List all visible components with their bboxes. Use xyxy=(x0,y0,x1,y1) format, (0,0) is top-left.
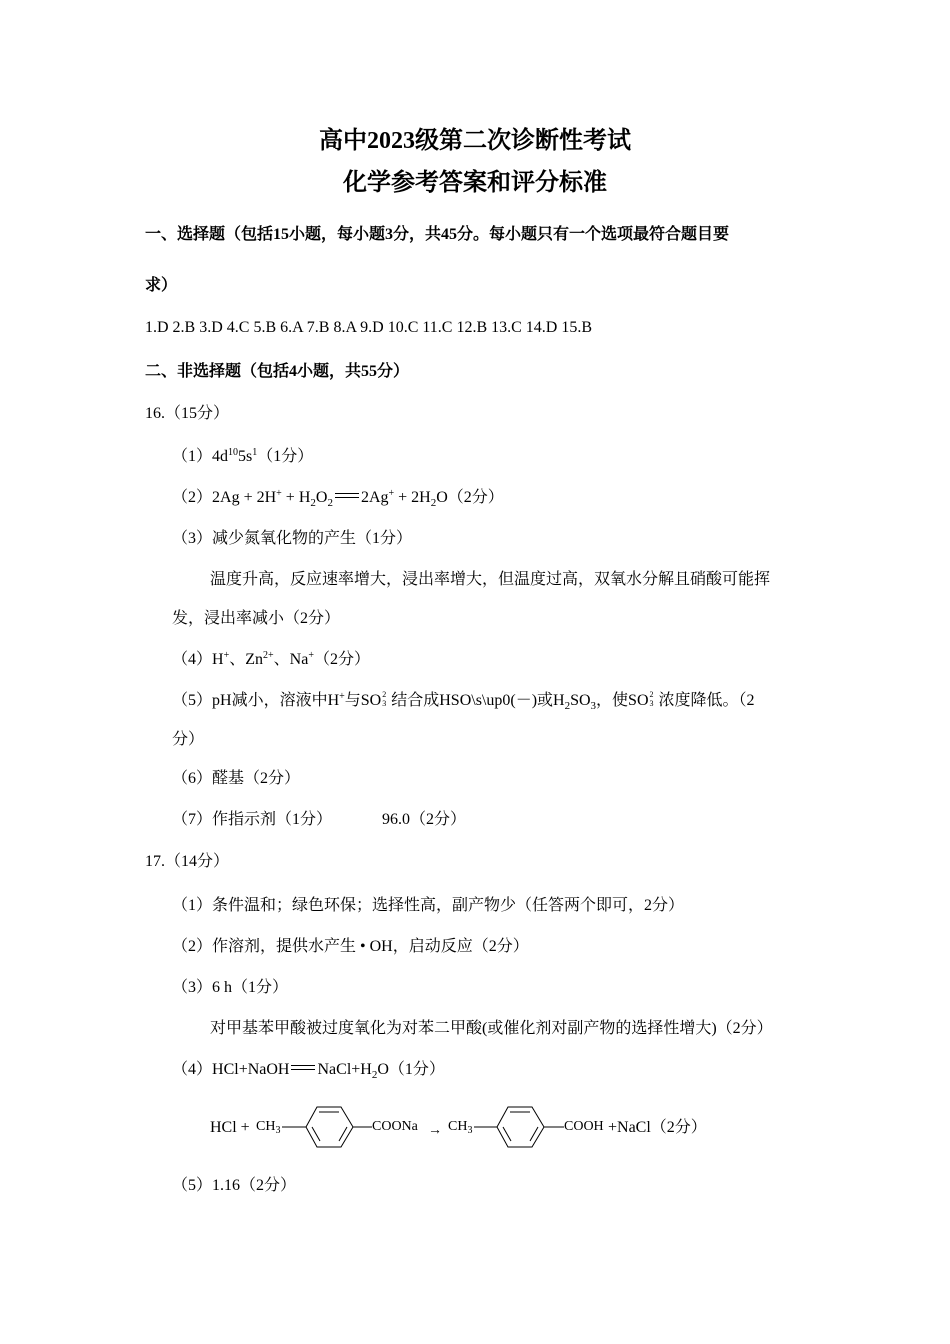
q16-part3-explanation: 温度升高，反应速率增大，浸出率增大，但温度过高，双氧水分解且硝酸可能挥 xyxy=(210,571,771,588)
answer-text: ，使SO xyxy=(596,692,649,709)
q17-label: 17.（14分） xyxy=(145,853,230,870)
page-subtitle: 化学参考答案和评分标准 xyxy=(343,170,607,196)
answer-text: 与SO xyxy=(344,692,382,709)
page-title: 高中2023级第二次诊断性考试 xyxy=(319,128,631,154)
section2-heading: 二、非选择题（包括4小题，共55分） xyxy=(145,363,410,380)
part-number: （1） xyxy=(172,448,213,465)
subscript: 2 xyxy=(310,497,316,509)
answer-text: 1.16（2分） xyxy=(212,1177,297,1194)
part-number: （1） xyxy=(172,897,213,914)
answer-text: 6 h（1分） xyxy=(212,979,289,996)
eq-text: 2Ag + 2H xyxy=(212,489,277,506)
q16-part2-equation xyxy=(172,488,504,508)
superscript: + xyxy=(388,488,395,499)
eq-text: 2Ag xyxy=(360,489,389,506)
q16-part5-cont: 分） xyxy=(172,731,205,748)
q17-part3-explanation: 对甲基苯甲酸被过度氧化为对苯二甲酸(或催化剂对副产物的选择性增大)（2分） xyxy=(210,1020,773,1037)
q16-part3-explanation-cont: 发，浸出率减小（2分） xyxy=(172,610,341,627)
score: （2分） xyxy=(313,651,370,668)
score: （2分） xyxy=(447,489,504,506)
benzene-ring-icon xyxy=(497,1107,544,1147)
answer-text: 浓度降低。（2 xyxy=(658,692,755,709)
q16-label: 16.（15分） xyxy=(145,405,230,422)
part-number: （4） xyxy=(172,1061,213,1078)
section1-heading-cont: 求） xyxy=(145,277,178,294)
carboxylate-label: COONa xyxy=(372,1119,418,1134)
part-number: （5） xyxy=(172,692,213,709)
eq-text: O xyxy=(315,489,328,506)
count: 3 xyxy=(382,699,387,708)
superscript: + xyxy=(223,650,230,661)
q16-part1 xyxy=(172,447,313,467)
reactant-hcl: HCl + xyxy=(210,1119,250,1136)
superscript: + xyxy=(308,650,314,661)
eq-text: + H xyxy=(281,489,311,506)
methyl-group-label: $CH_3$ xyxy=(256,1119,281,1136)
part-number: （6） xyxy=(172,770,213,787)
charge-stack xyxy=(381,690,391,708)
part-number: （5） xyxy=(172,1177,213,1194)
eq-text: NaCl+H xyxy=(317,1061,372,1078)
subscript: 2 xyxy=(430,497,437,509)
eq-text: O xyxy=(436,489,448,506)
section1-heading: 一、选择题（包括15小题，每小题3分，共45分。每小题只有一个选项最符合题目要 xyxy=(145,226,730,243)
ion: 、Na xyxy=(273,651,309,668)
double-bond xyxy=(312,1127,320,1141)
charge: 2 xyxy=(382,690,387,699)
eq-text: + 2H xyxy=(394,489,431,506)
answer-text: 结合成HSO\s\up0(－)或H xyxy=(391,692,565,709)
score: （1分） xyxy=(388,1061,445,1078)
eq-text: O xyxy=(377,1061,389,1078)
superscript: 2+ xyxy=(263,650,274,661)
double-bond xyxy=(503,1127,511,1141)
q17-part4-equation xyxy=(172,1060,445,1080)
q16-part6 xyxy=(172,769,300,789)
part-number: （2） xyxy=(172,489,213,506)
q16-part7 xyxy=(172,810,332,830)
orbital-b: 5s xyxy=(238,448,253,465)
choice-answers: 1.D 2.B 3.D 4.C 5.B 6.A 7.B 8.A 9.D 10.C 11.C 12.B 13.C 14.D 15.B xyxy=(145,319,593,336)
q17-part3 xyxy=(172,978,288,998)
charge: 2 xyxy=(649,690,654,699)
orbital-a: 4d xyxy=(212,448,229,465)
part-number: （7） xyxy=(172,811,213,828)
part-number: （3） xyxy=(172,530,213,547)
methyl-group-label: $CH_3$ xyxy=(448,1119,473,1136)
carboxylic-acid-label: COOH xyxy=(564,1119,604,1134)
equals-sign-icon xyxy=(289,1065,317,1071)
subscript: 2 xyxy=(327,497,333,509)
part-number: （4） xyxy=(172,651,213,668)
answer-text: 减少氮氧化物的产生（1分） xyxy=(212,530,413,547)
answer-text: 醛基（2分） xyxy=(212,770,301,787)
score: （1分） xyxy=(257,448,314,465)
q16-part7-value: 96.0（2分） xyxy=(382,811,467,828)
q16-part5 xyxy=(172,691,755,711)
subscript: 2 xyxy=(371,1069,378,1081)
eq-text: HCl+NaOH xyxy=(212,1061,290,1078)
reaction-arrow-icon: → xyxy=(428,1123,442,1138)
superscript: + xyxy=(339,691,345,702)
part-number: （2） xyxy=(172,938,213,955)
q16-part3 xyxy=(172,529,412,549)
q17-part1 xyxy=(172,896,684,916)
answer-text: 作指示剂（1分） xyxy=(212,811,333,828)
count: 3 xyxy=(649,699,654,708)
subscript: 2 xyxy=(564,700,571,712)
q17-part2 xyxy=(172,937,529,957)
q16-part4 xyxy=(172,650,370,670)
answer-text: 条件温和；绿色环保；选择性高，副产物少（任答两个即可，2分） xyxy=(212,897,685,914)
charge-stack xyxy=(649,690,659,708)
part-number: （3） xyxy=(172,979,213,996)
q17-part5 xyxy=(172,1176,296,1196)
benzene-ring-icon xyxy=(306,1107,353,1147)
answer-text: SO xyxy=(570,692,591,709)
product-nacl: +NaCl（2分） xyxy=(608,1119,707,1136)
answer-text: pH减小，溶液中H xyxy=(212,692,340,709)
ion: H xyxy=(212,651,224,668)
superscript: + xyxy=(276,488,282,499)
superscript: 1 xyxy=(252,447,258,458)
ion: 、Zn xyxy=(229,651,263,668)
subscript: 3 xyxy=(590,700,597,712)
superscript: 10 xyxy=(228,447,239,458)
answer-text: 作溶剂，提供水产生 • OH，启动反应（2分） xyxy=(212,938,529,955)
equals-sign-icon xyxy=(333,493,361,499)
